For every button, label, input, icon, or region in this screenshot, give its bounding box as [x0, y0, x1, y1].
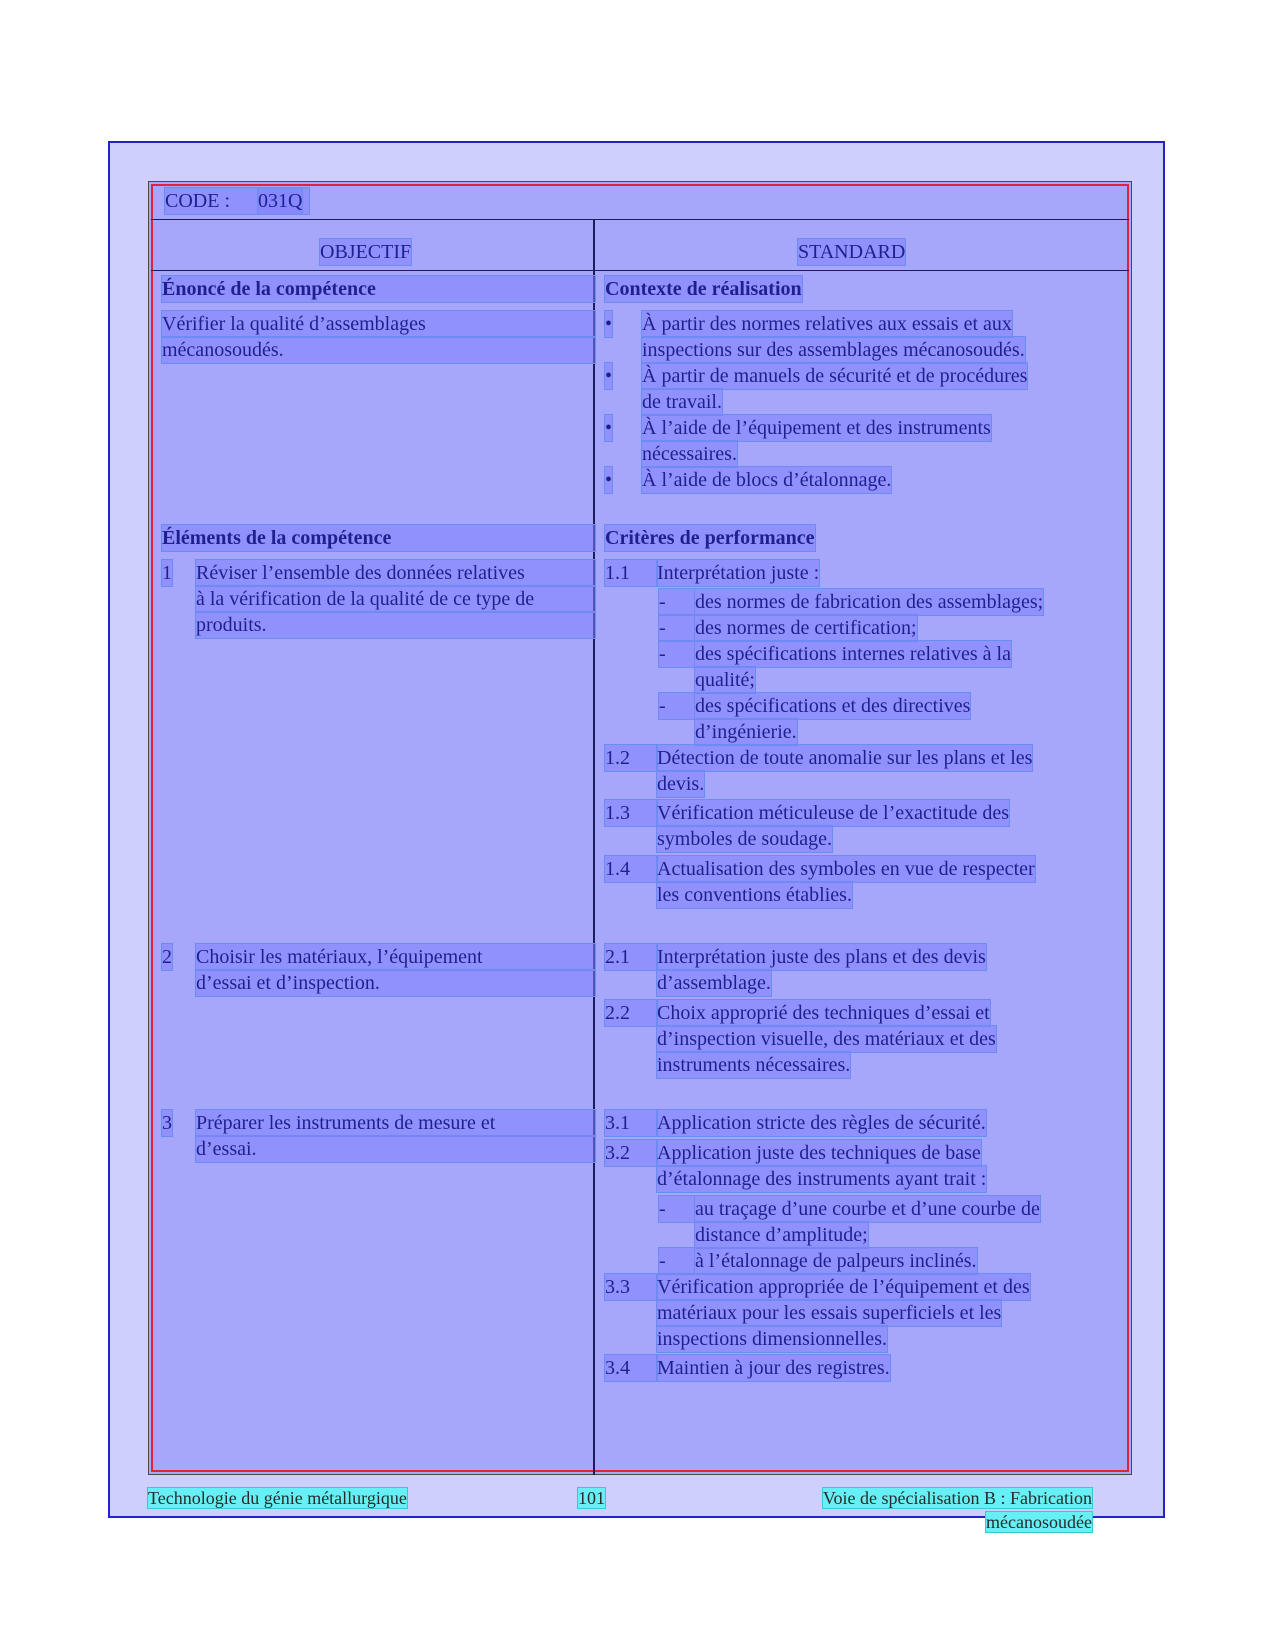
critere-line: symboles de soudage.	[657, 828, 832, 850]
critere-line: devis.	[657, 773, 705, 795]
enonce-line: mécanosoudés.	[162, 337, 595, 363]
critere-line: Vérification appropriée de l’équipement et des	[657, 1276, 1030, 1298]
element-number: 3	[162, 1112, 172, 1134]
critere-sub-line: qualité;	[695, 669, 755, 691]
elements-title: Éléments de la compétence	[162, 525, 595, 551]
dash-icon: -	[659, 589, 694, 615]
element-line: Préparer les instruments de mesure et	[196, 1110, 595, 1136]
contexte-line: À partir des normes relatives aux essais et aux	[642, 313, 1012, 335]
critere-number: 1.1	[605, 560, 657, 586]
code-value: 031Q	[258, 190, 303, 212]
footer-specialisation: Voie de spécialisation B : Fabrication	[822, 1488, 1092, 1508]
critere-number: 2.2	[605, 1000, 657, 1026]
critere-line: matériaux pour les essais superficiels et les	[657, 1302, 1002, 1324]
critere-number: 2.1	[605, 944, 657, 970]
column-divider	[593, 220, 595, 1475]
critere-number: 3.4	[605, 1355, 657, 1381]
critere-line: Vérification méticuleuse de l’exactitude des	[657, 802, 1010, 824]
footer-specialisation-cont: mécanosoudée	[986, 1512, 1092, 1532]
critere-sub-line: à l’étalonnage de palpeurs inclinés.	[695, 1250, 977, 1272]
critere-line: inspections dimensionnelles.	[657, 1328, 887, 1350]
bullet-icon: •	[605, 469, 613, 491]
critere-line: d’inspection visuelle, des matériaux et des	[657, 1028, 996, 1050]
critere-line: Interprétation juste des plans et des devis	[657, 946, 986, 968]
critere-number: 1.3	[605, 800, 657, 826]
contexte-title: Contexte de réalisation	[605, 278, 802, 300]
critere-sub-line: d’ingénierie.	[695, 721, 797, 743]
critere-line: les conventions établies.	[657, 884, 852, 906]
critere-line: d’assemblage.	[657, 972, 771, 994]
dash-icon: -	[659, 693, 694, 719]
element-number: 1	[162, 562, 172, 584]
contexte-line: nécessaires.	[642, 443, 737, 465]
dash-icon: -	[659, 615, 694, 641]
critere-line: Application juste des techniques de base	[657, 1142, 981, 1164]
dash-icon: -	[659, 1248, 694, 1274]
critere-line: Actualisation des symboles en vue de respecter	[657, 858, 1035, 880]
critere-line: Choix approprié des techniques d’essai et	[657, 1002, 990, 1024]
critere-sub-line: des normes de fabrication des assemblages;	[695, 591, 1044, 613]
critere-number: 3.3	[605, 1274, 657, 1300]
element-line: Réviser l’ensemble des données relatives	[196, 560, 595, 586]
contexte-line: À l’aide de l’équipement et des instruments	[642, 417, 991, 439]
dash-icon: -	[659, 1196, 694, 1222]
element-line: produits.	[196, 612, 595, 638]
critere-sub-line: des spécifications et des directives	[695, 695, 971, 717]
element-line: d’essai.	[196, 1136, 595, 1162]
bullet-icon: •	[605, 417, 613, 439]
header-rule	[151, 219, 1129, 220]
critere-sub-line: des normes de certification;	[695, 617, 917, 639]
contexte-line: À l’aide de blocs d’étalonnage.	[642, 469, 892, 491]
critere-number: 3.1	[605, 1110, 657, 1136]
critere-sub-line: distance d’amplitude;	[695, 1224, 868, 1246]
element-line: Choisir les matériaux, l’équipement	[196, 944, 595, 970]
critere-line: instruments nécessaires.	[657, 1054, 851, 1076]
critere-sub-line: au traçage d’une courbe et d’une courbe de	[695, 1198, 1040, 1220]
critere-line: d’étalonnage des instruments ayant trait :	[657, 1168, 987, 1190]
column-objectif: OBJECTIF	[320, 241, 412, 263]
bullet-icon: •	[605, 365, 613, 387]
enonce-line: Vérifier la qualité d’assemblages	[162, 311, 595, 337]
element-number: 2	[162, 946, 172, 968]
critere-line: Maintien à jour des registres.	[657, 1357, 890, 1379]
contexte-line: de travail.	[642, 391, 722, 413]
critere-number: 3.2	[605, 1140, 657, 1166]
criteres-title: Critères de performance	[605, 527, 815, 549]
bullet-icon: •	[605, 313, 613, 335]
contexte-line: inspections sur des assemblages mécanosoudés.	[642, 339, 1025, 361]
code-label: CODE :	[165, 188, 309, 214]
critere-line: Détection de toute anomalie sur les plans et les	[657, 747, 1033, 769]
footer-program: Technologie du génie métallurgique	[148, 1488, 407, 1508]
critere-line: Interprétation juste :	[657, 562, 820, 584]
critere-line: Application stricte des règles de sécurité.	[657, 1112, 986, 1134]
column-standard: STANDARD	[798, 241, 906, 263]
enonce-title: Énoncé de la compétence	[162, 276, 595, 302]
element-line: à la vérification de la qualité de ce type de	[196, 586, 595, 612]
dash-icon: -	[659, 641, 694, 667]
page-number: 101	[578, 1488, 605, 1508]
critere-number: 1.2	[605, 745, 657, 771]
column-header-rule	[151, 270, 1129, 271]
element-line: d’essai et d’inspection.	[196, 970, 595, 996]
contexte-line: À partir de manuels de sécurité et de procédures	[642, 365, 1028, 387]
critere-sub-line: des spécifications internes relatives à la	[695, 643, 1011, 665]
critere-number: 1.4	[605, 856, 657, 882]
